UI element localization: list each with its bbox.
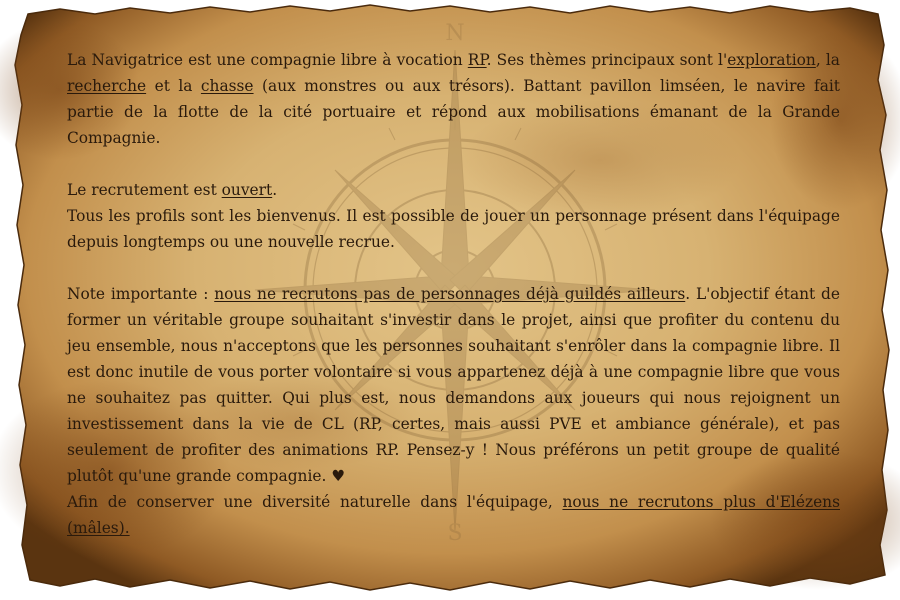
rp-link[interactable]: RP [467, 51, 487, 69]
recherche-link[interactable]: recherche [67, 77, 147, 95]
chasse-link[interactable]: chasse [200, 77, 254, 95]
intro-text-4: et la [146, 77, 201, 95]
guild-warning-link[interactable]: nous ne recrutons pas de personnages déjà guildés ailleurs [214, 285, 686, 303]
intro-text-3: , la [815, 51, 840, 69]
compass-south-label: S [447, 521, 463, 546]
status-text-2: . [272, 181, 278, 199]
status-text-1: Le recrutement est [67, 181, 222, 199]
paragraph-profiles: Tous les profils sont les bienvenus. Il est possible de jouer un personnage présent dans l'équipage depuis longtemps ou une nouvelle recrue. [67, 207, 840, 251]
heart-icon: ♥ [331, 467, 346, 485]
recruitment-text [67, 47, 840, 541]
compass-north-label: N [445, 21, 465, 46]
note-text: . L'objectif étant de former un véritable groupe souhaitant s'investir dans le projet, ainsi que profiter du contenu du jeu ensemble, nous n'acceptons que les personnes souhaitant s'enrôler dans la compagnie libre. Il est donc inutile de vous porter volontaire si vous appartenez déjà à une compagnie libre que vous ne souhaitez pas quitter. Qui plus est, nous demandons aux joueurs qui nous rejoignent un investissement dans la vie de CL (RP, certes, mais aussi PVE et ambiance générale), et pas seulement de profiter des animations RP. Pensez-y ! Nous préférons un petit groupe de qualité plutôt qu'une grande compagnie. [67, 285, 840, 485]
note-label: Note importante : [67, 285, 215, 303]
diversity-text: Afin de conserver une diversité naturelle dans l'équipage, [67, 493, 563, 511]
intro-text-1: La Navigatrice est une compagnie libre à vocation [67, 51, 468, 69]
intro-text-2: . Ses thèmes principaux sont l' [486, 51, 728, 69]
elezen-restriction-link[interactable]: nous ne recrutons plus d'Elézens (mâles). [67, 493, 840, 537]
recruitment-open-link[interactable]: ouvert [221, 181, 273, 199]
paragraph-important-note [67, 281, 840, 489]
paragraph-spacer [67, 151, 840, 177]
exploration-link[interactable]: exploration [727, 51, 816, 69]
paragraph-diversity [67, 489, 840, 541]
paragraph-spacer [67, 255, 840, 281]
paragraph-recruitment-status [67, 177, 840, 203]
intro-text-5: (aux monstres ou aux trésors). Battant pavillon limséen, le navire fait partie de la flotte de la cité portuaire et répond aux mobilisations émanant de la Grande Compagnie. [67, 77, 840, 147]
paragraph-intro [67, 47, 840, 151]
